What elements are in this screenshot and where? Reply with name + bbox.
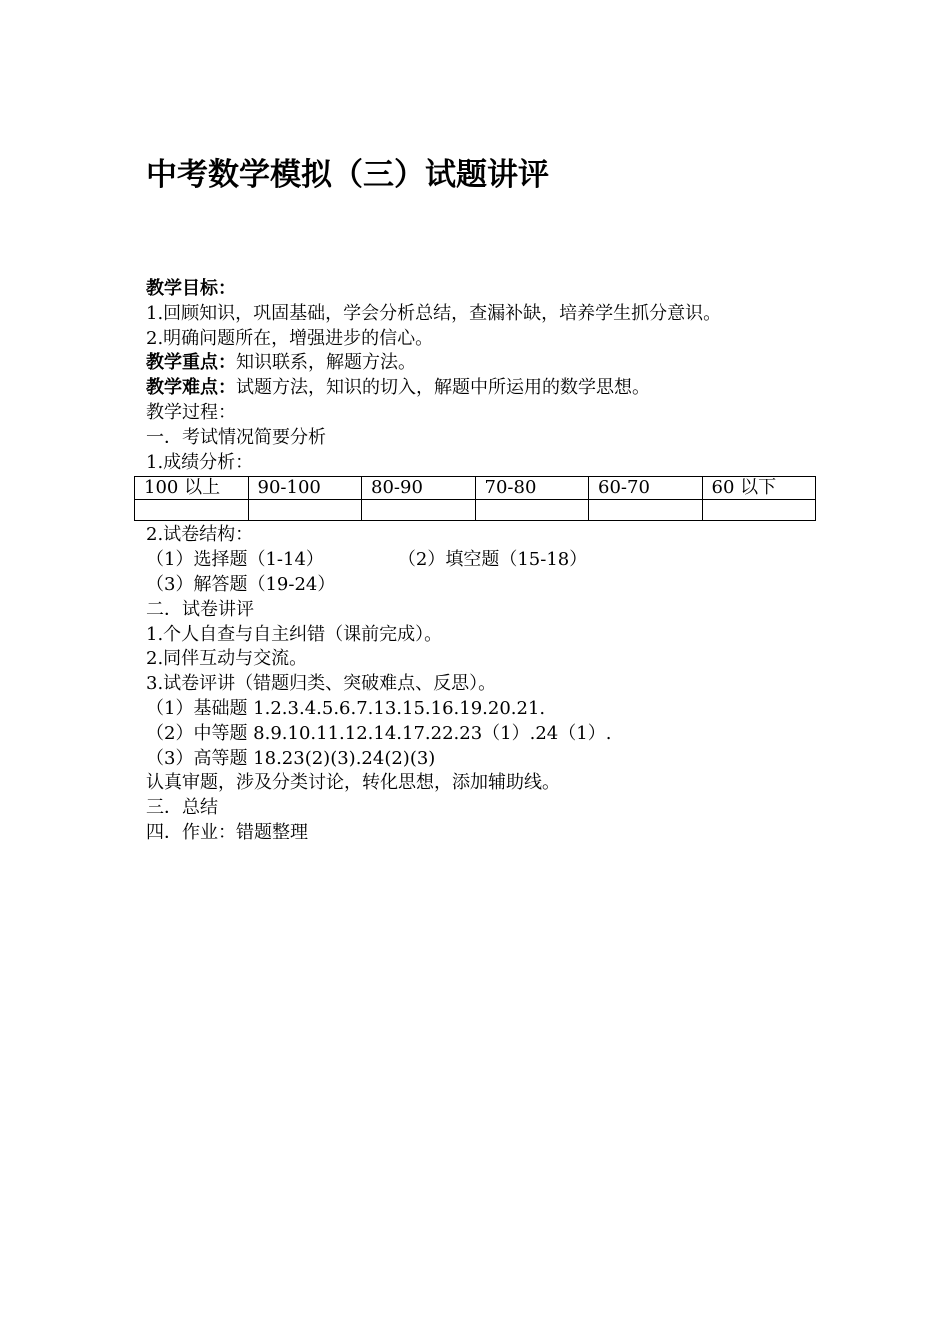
structure-fill: （2）填空题（15-18）: [397, 549, 588, 571]
goals-item-2: 2.明确问题所在，增强进步的信心。: [146, 327, 434, 349]
key-points-line: [146, 351, 836, 376]
advanced-questions: （3）高等题 18.23(2)(3).24(2)(3): [146, 747, 436, 769]
section-2-heading: 二．试卷讲评: [146, 598, 254, 620]
difficulties-line: [146, 376, 836, 401]
structure-choice: （1）选择题（1-14）: [146, 549, 324, 571]
key-points-label: 教学重点：: [146, 352, 236, 374]
goals-item-1: 1.回顾知识，巩固基础，学会分析总结，查漏补缺，培养学生抓分意识。: [146, 302, 722, 324]
structure-answer: （3）解答题（19-24）: [146, 573, 336, 595]
score-table: [134, 476, 816, 521]
review-item-1: 1.个人自查与自主纠错（课前完成）。: [146, 623, 443, 645]
difficulties-text: 试题方法，知识的切入，解题中所运用的数学思想。: [236, 377, 650, 399]
score-header-cell: 60 以下: [702, 477, 816, 500]
score-header-cell: 80-90: [362, 477, 476, 500]
structure-line-1: [146, 548, 836, 573]
score-header-cell: 100 以上: [135, 477, 249, 500]
score-value-cell: [475, 500, 589, 521]
score-header-row: [135, 477, 816, 500]
review-item-2: 2.同伴互动与交流。: [146, 648, 308, 670]
score-header-cell: 60-70: [589, 477, 703, 500]
score-value-cell: [702, 500, 816, 521]
process-label: 教学过程：: [146, 401, 236, 423]
document-body: [146, 277, 836, 846]
score-value-cell: [589, 500, 703, 521]
document-title: 中考数学模拟（三）试题讲评: [146, 157, 549, 193]
score-value-cell: [248, 500, 362, 521]
score-header-cell: 90-100: [248, 477, 362, 500]
goals-label: 教学目标：: [146, 278, 236, 299]
score-value-cell: [362, 500, 476, 521]
score-analysis-label: 1.成绩分析：: [146, 451, 254, 473]
section-4-heading: 四．作业：错题整理: [146, 821, 308, 843]
key-points-text: 知识联系，解题方法。: [236, 352, 416, 374]
score-value-cell: [135, 500, 249, 521]
basic-questions: （1）基础题 1.2.3.4.5.6.7.13.15.16.19.20.21.: [146, 697, 546, 719]
structure-label: 2.试卷结构：: [146, 524, 254, 546]
medium-questions: （2）中等题 8.9.10.11.12.14.17.22.23（1）.24（1）.: [146, 722, 612, 744]
difficulties-label: 教学难点：: [146, 377, 236, 399]
section-1-heading: 一．考试情况简要分析: [146, 426, 326, 448]
score-value-row: [135, 500, 816, 521]
review-item-3: 3.试卷评讲（错题归类、突破难点、反思）。: [146, 673, 497, 695]
section-3-heading: 三．总结: [146, 797, 218, 819]
score-header-cell: 70-80: [475, 477, 589, 500]
review-note: 认真审题，涉及分类讨论，转化思想，添加辅助线。: [146, 772, 560, 794]
